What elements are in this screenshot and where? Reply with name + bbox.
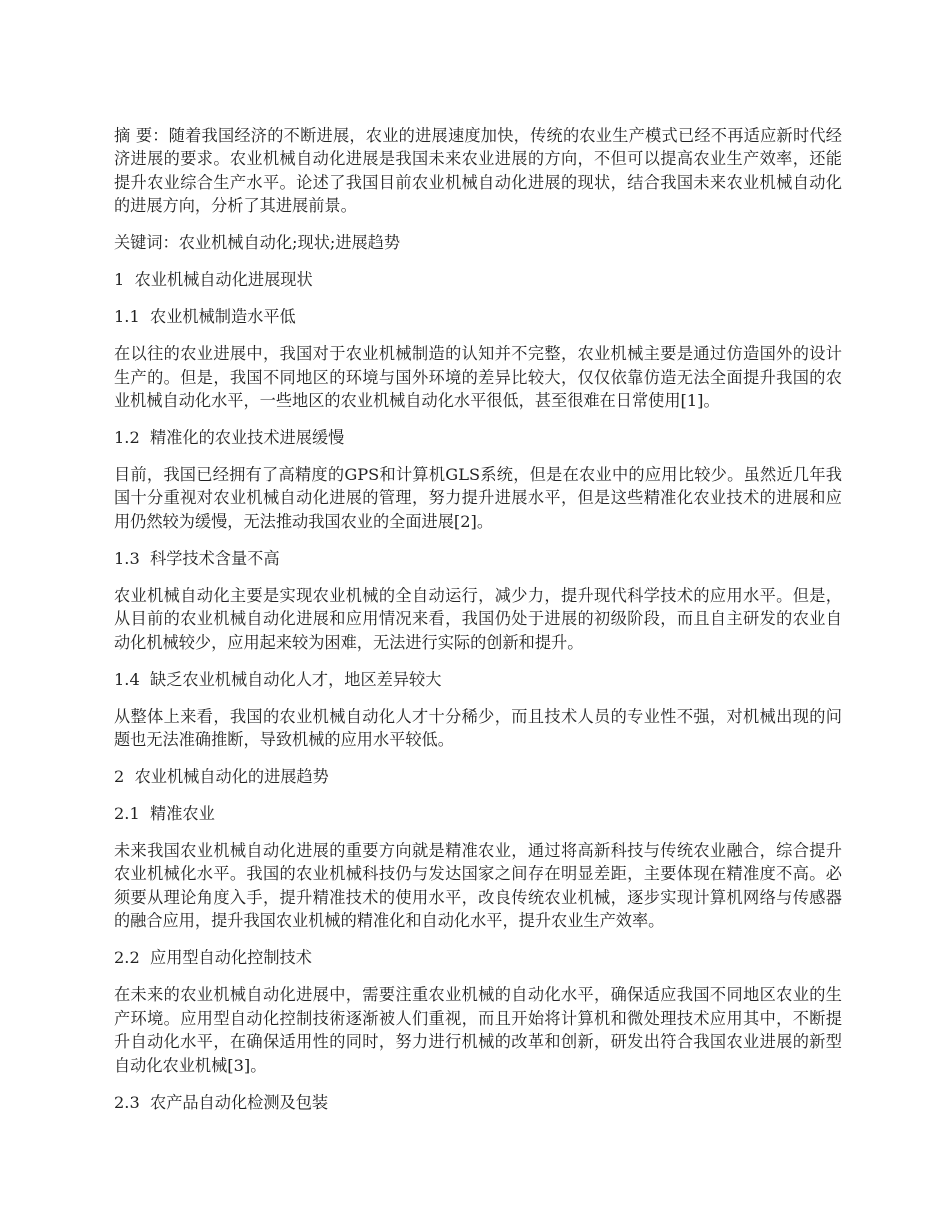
section-1-1-heading: 1.1 农业机械制造水平低 bbox=[114, 307, 296, 327]
section-1-1-paragraph: 在以往的农业进展中，我国对于农业机械制造的认知并不完整，农业机械主要是通过仿造国外的设计生产的。但是，我国不同地区的环境与国外环境的差异比较大，仅仅依靠仿造无法全面提升我国的农业机械自动化水平，一些地区的农业机械自动化水平很低，甚至很难在日常使用[1]。 bbox=[114, 344, 842, 411]
section-1-4-heading: 1.4 缺乏农业机械自动化人才，地区差异较大 bbox=[114, 669, 442, 689]
section-2-1-heading: 2.1 精准农业 bbox=[114, 804, 215, 824]
section-1-3-heading: 1.3 科学技术含量不高 bbox=[114, 548, 280, 568]
section-1-3-paragraph: 农业机械自动化主要是实现农业机械的全自动运行，减少力，提升现代科学技术的应用水平。但是，从目前的农业机械自动化进展和应用情况来看，我国仍处于进展的初级阶段，而且自主研发的农业自动化机械较少，应用起来较为困难，无法进行实际的创新和提升。 bbox=[114, 585, 842, 652]
section-2-1-paragraph: 未来我国农业机械自动化进展的重要方向就是精准农业，通过将高新科技与传统农业融合，综合提升农业机械化水平。我国的农业机械科技仍与发达国家之间存在明显差距，主要体现在精准度不高。必须要从理论角度入手，提升精准技术的使用水平，改良传统农业机械，逐步实现计算机网络与传感器的融合应用，提升我国农业机械的精准化和自动化水平，提升农业生产效率。 bbox=[114, 841, 842, 931]
section-2-3-heading: 2.3 农产品自动化检测及包装 bbox=[114, 1092, 329, 1112]
section-2-heading: 2 农业机械自动化的进展趋势 bbox=[114, 767, 329, 787]
section-1-4-paragraph: 从整体上来看，我国的农业机械自动化人才十分稀少，而且技术人员的专业性不强，对机械出现的问题也无法准确推断，导致机械的应用水平较低。 bbox=[114, 706, 842, 750]
section-1-2-heading: 1.2 精准化的农业技术进展缓慢 bbox=[114, 428, 345, 448]
section-1-2-paragraph: 目前，我国已经拥有了高精度的GPS和计算机GLS系统，但是在农业中的应用比较少。虽然近几年我国十分重视对农业机械自动化进展的管理，努力提升进展水平，但是这些精准化农业技术的进展和应用仍然较为缓慢，无法推动我国农业的全面进展[2]。 bbox=[114, 465, 842, 531]
section-1-heading: 1 农业机械自动化进展现状 bbox=[114, 270, 313, 290]
section-2-2-paragraph: 在未来的农业机械自动化进展中，需要注重农业机械的自动化水平，确保适应我国不同地区农业的生产环境。应用型自动化控制技術逐渐被人们重视，而且开始将计算机和微处理技术应用其中，不断提升自动化水平，在确保适用性的同时，努力进行机械的改革和创新，研发出符合我国农业进展的新型自动化农业机械[3]。 bbox=[114, 985, 842, 1075]
section-2-2-heading: 2.2 应用型自动化控制技术 bbox=[114, 948, 312, 968]
document-body bbox=[114, 124, 842, 1128]
abstract-paragraph: 摘 要：随着我国经济的不断进展，农业的进展速度加快，传统的农业生产模式已经不再适应新时代经济进展的要求。农业机械自动化进展是我国未来农业进展的方向，不但可以提高农业生产效率，还能提升农业综合生产水平。论述了我国目前农业机械自动化进展的现状，结合我国未来农业机械自动化的进展方向，分析了其进展前景。 bbox=[114, 126, 842, 216]
keywords-line: 关键词：农业机械自动化;现状;进展趋势 bbox=[114, 233, 401, 253]
